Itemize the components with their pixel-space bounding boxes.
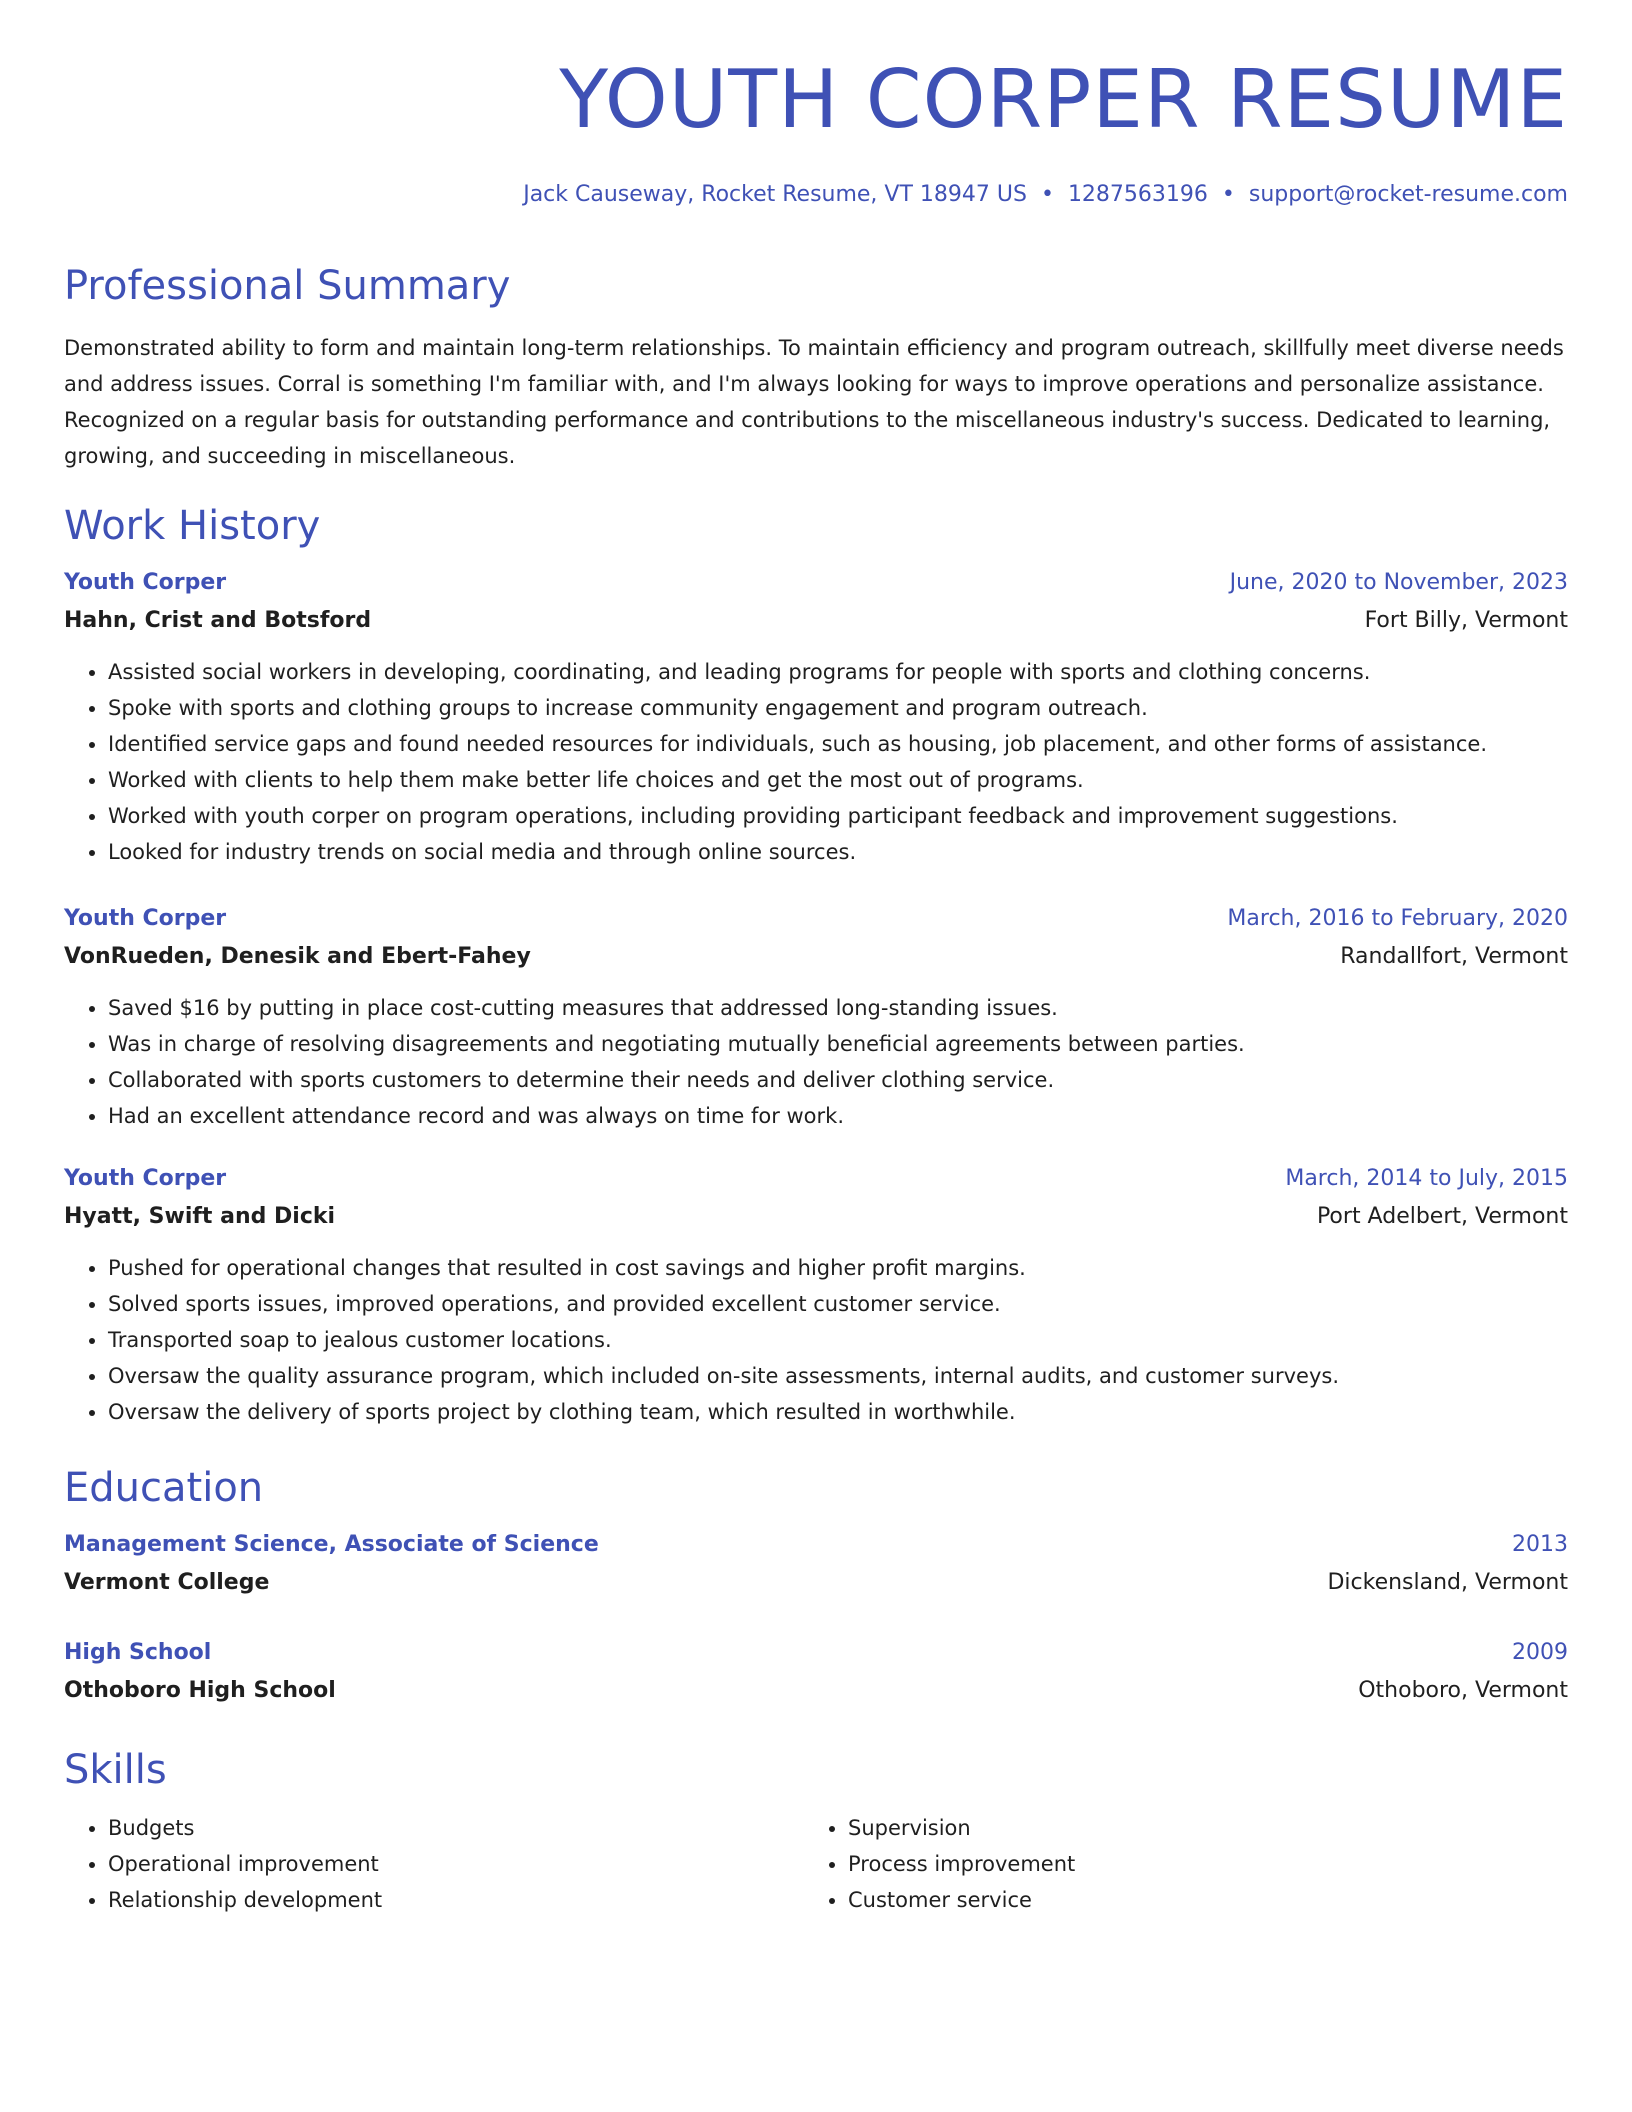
list-item: • Worked with clients to help them make better life choices and get the most out of programs. — [108, 762, 1568, 798]
job-location: Fort Billy, Vermont — [1364, 608, 1568, 633]
job-company-row — [64, 1198, 1568, 1236]
list-item: • Had an excellent attendance record and was always on time for work. — [108, 1098, 1568, 1134]
list-item: • Pushed for operational changes that resulted in cost savings and higher profit margins. — [108, 1250, 1568, 1286]
list-item: • Worked with youth corper on program operations, including providing participant feedback and improvement suggestions. — [108, 798, 1568, 834]
job-title: Youth Corper — [64, 1166, 227, 1191]
list-item: • Solved sports issues, improved operations, and provided excellent customer service. — [108, 1286, 1568, 1322]
skills-columns — [64, 1810, 1568, 1918]
list-item: • Identified service gaps and found needed resources for individuals, such as housing, job placement, and other forms of assistance. — [108, 726, 1568, 762]
job-bullets — [64, 654, 1568, 870]
education-school: Othoboro High School — [64, 1678, 336, 1703]
skills-list-left — [64, 1810, 804, 1918]
education-header-row — [64, 1526, 1568, 1564]
summary-heading: Professional Summary — [64, 263, 511, 309]
contact-line — [64, 184, 1568, 206]
job-bullets — [64, 990, 1568, 1134]
education-entry — [64, 1634, 1568, 1710]
job-bullets — [64, 1250, 1568, 1430]
job-header-row — [64, 564, 1568, 602]
education-location: Othoboro, Vermont — [1358, 1678, 1568, 1703]
list-item: • Spoke with sports and clothing groups to increase community engagement and program outreach. — [108, 690, 1568, 726]
job-entry — [64, 900, 1568, 1134]
job-entry — [64, 1160, 1568, 1430]
education-year: 2009 — [1512, 1640, 1568, 1665]
job-entry — [64, 564, 1568, 870]
job-dates: March, 2016 to February, 2020 — [1227, 906, 1568, 931]
job-location: Port Adelbert, Vermont — [1316, 1204, 1568, 1229]
education-school-row — [64, 1672, 1568, 1710]
skill-item: • Process improvement — [848, 1846, 1544, 1882]
skill-item: • Supervision — [848, 1810, 1544, 1846]
contact-email: support@rocket-resume.com — [1248, 182, 1568, 207]
list-item: • Transported soap to jealous customer locations. — [108, 1322, 1568, 1358]
job-dates: March, 2014 to July, 2015 — [1285, 1166, 1568, 1191]
education-entry — [64, 1526, 1568, 1602]
contact-separator: • — [1040, 182, 1054, 207]
job-title: Youth Corper — [64, 906, 227, 931]
list-item: • Collaborated with sports customers to determine their needs and deliver clothing service. — [108, 1062, 1568, 1098]
job-company: Hahn, Crist and Botsford — [64, 608, 372, 633]
education-school-row — [64, 1564, 1568, 1602]
education-school: Vermont College — [64, 1570, 270, 1595]
resume-title: YOUTH CORPER RESUME — [559, 53, 1568, 146]
education-degree: High School — [64, 1640, 212, 1665]
job-header-row — [64, 900, 1568, 938]
list-item: • Assisted social workers in developing, coordinating, and leading programs for people with sports and clothing concerns. — [108, 654, 1568, 690]
skills-list-right — [804, 1810, 1544, 1918]
job-company-row — [64, 938, 1568, 976]
education-location: Dickensland, Vermont — [1327, 1570, 1568, 1595]
work-history-heading: Work History — [64, 503, 321, 549]
contact-phone: 1287563196 — [1067, 182, 1208, 207]
job-company: Hyatt, Swift and Dicki — [64, 1204, 336, 1229]
education-year: 2013 — [1512, 1532, 1568, 1557]
education-degree: Management Science, Associate of Science — [64, 1532, 599, 1557]
list-item: • Oversaw the delivery of sports project by clothing team, which resulted in worthwhile. — [108, 1394, 1568, 1430]
skill-item: • Customer service — [848, 1882, 1544, 1918]
contact-address: Jack Causeway, Rocket Resume, VT 18947 US — [523, 182, 1027, 207]
job-location: Randallfort, Vermont — [1340, 944, 1568, 969]
summary-text: Demonstrated ability to form and maintain long-term relationships. To maintain efficiency and program outreach, skillfully meet diverse needs and address issues. Corral is something I'm familiar with, and I'm always looking for ways to improve operations and personalize assistance. Recognized on a regular basis for outstanding performance and contributions to the miscellaneous industry's success. Dedicated to learning, growing, and succeeding in miscellaneous. — [64, 336, 1564, 468]
job-title: Youth Corper — [64, 570, 227, 595]
job-company: VonRueden, Denesik and Ebert-Fahey — [64, 944, 531, 969]
job-dates: June, 2020 to November, 2023 — [1229, 570, 1568, 595]
list-item: • Looked for industry trends on social media and through online sources. — [108, 834, 1568, 870]
job-company-row — [64, 602, 1568, 640]
list-item: • Was in charge of resolving disagreements and negotiating mutually beneficial agreements between parties. — [108, 1026, 1568, 1062]
list-item: • Oversaw the quality assurance program, which included on-site assessments, internal audits, and customer surveys. — [108, 1358, 1568, 1394]
list-item: • Saved $16 by putting in place cost-cutting measures that addressed long-standing issues. — [108, 990, 1568, 1026]
skills-heading: Skills — [64, 1747, 167, 1793]
skill-item: • Relationship development — [108, 1882, 804, 1918]
education-header-row — [64, 1634, 1568, 1672]
job-header-row — [64, 1160, 1568, 1198]
contact-separator: • — [1221, 182, 1235, 207]
skill-item: • Budgets — [108, 1810, 804, 1846]
skill-item: • Operational improvement — [108, 1846, 804, 1882]
education-heading: Education — [64, 1465, 264, 1511]
